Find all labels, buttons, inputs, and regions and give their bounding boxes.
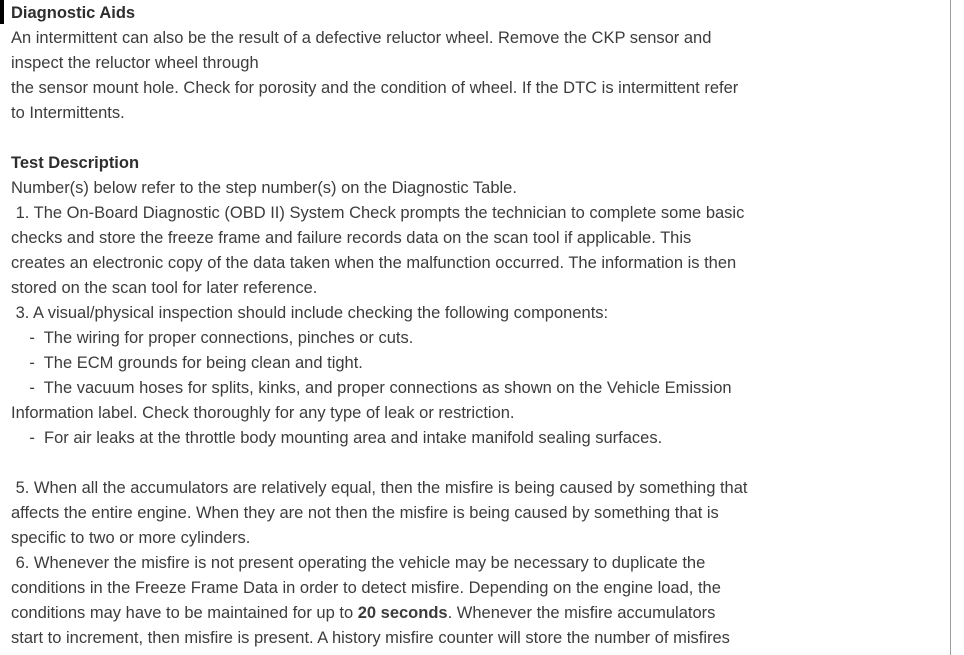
text-segment: . Whenever the misfire accumulators [447, 604, 716, 622]
text-line: - The vacuum hoses for splits, kinks, and proper connections as shown on the Vehicle Emission [11, 379, 732, 397]
text-line: 6. Whenever the misfire is not present operating the vehicle may be necessary to duplicate the [11, 554, 706, 572]
text-line [11, 451, 947, 476]
document-body [11, 1, 947, 651]
text-line: - For air leaks at the throttle body mounting area and intake manifold sealing surfaces. [11, 429, 663, 447]
text-line [11, 126, 947, 151]
text-line: Information label. Check thoroughly for any type of leak or restriction. [11, 404, 515, 422]
text-line: 1. The On-Board Diagnostic (OBD II) System Check prompts the technician to complete some basic [11, 204, 745, 222]
text-line: An intermittent can also be the result of a defective reluctor wheel. Remove the CKP sensor and [11, 29, 712, 47]
text-line: Number(s) below refer to the step number(s) on the Diagnostic Table. [11, 179, 517, 197]
text-line: start to increment, then misfire is present. A history misfire counter will store the number of misfires [11, 629, 730, 647]
text-line [11, 601, 947, 626]
text-line: inspect the reluctor wheel through [11, 54, 259, 72]
page-right-border [950, 0, 951, 655]
text-line: - The ECM grounds for being clean and tight. [11, 354, 363, 372]
text-segment: conditions may have to be maintained for up to [11, 604, 358, 622]
text-line: 3. A visual/physical inspection should include checking the following components: [11, 304, 609, 322]
section-heading: Test Description [11, 154, 140, 172]
text-line: affects the entire engine. When they are not then the misfire is being caused by something that is [11, 504, 719, 522]
section-heading: Diagnostic Aids [11, 4, 136, 22]
text-line: creates an electronic copy of the data taken when the malfunction occurred. The information is then [11, 254, 737, 272]
text-line: specific to two or more cylinders. [11, 529, 251, 547]
text-line: to Intermittents. [11, 104, 125, 122]
left-border-fragment [0, 0, 4, 24]
bold-text: 20 seconds [357, 604, 448, 622]
text-line: checks and store the freeze frame and failure records data on the scan tool if applicable. This [11, 229, 692, 247]
text-line: 5. When all the accumulators are relatively equal, then the misfire is being caused by something that [11, 479, 748, 497]
text-line: stored on the scan tool for later reference. [11, 279, 318, 297]
text-line: the sensor mount hole. Check for porosity and the condition of wheel. If the DTC is intermittent refer [11, 79, 739, 97]
text-line: conditions in the Freeze Frame Data in order to detect misfire. Depending on the engine load, the [11, 579, 721, 597]
text-line: - The wiring for proper connections, pinches or cuts. [11, 329, 414, 347]
